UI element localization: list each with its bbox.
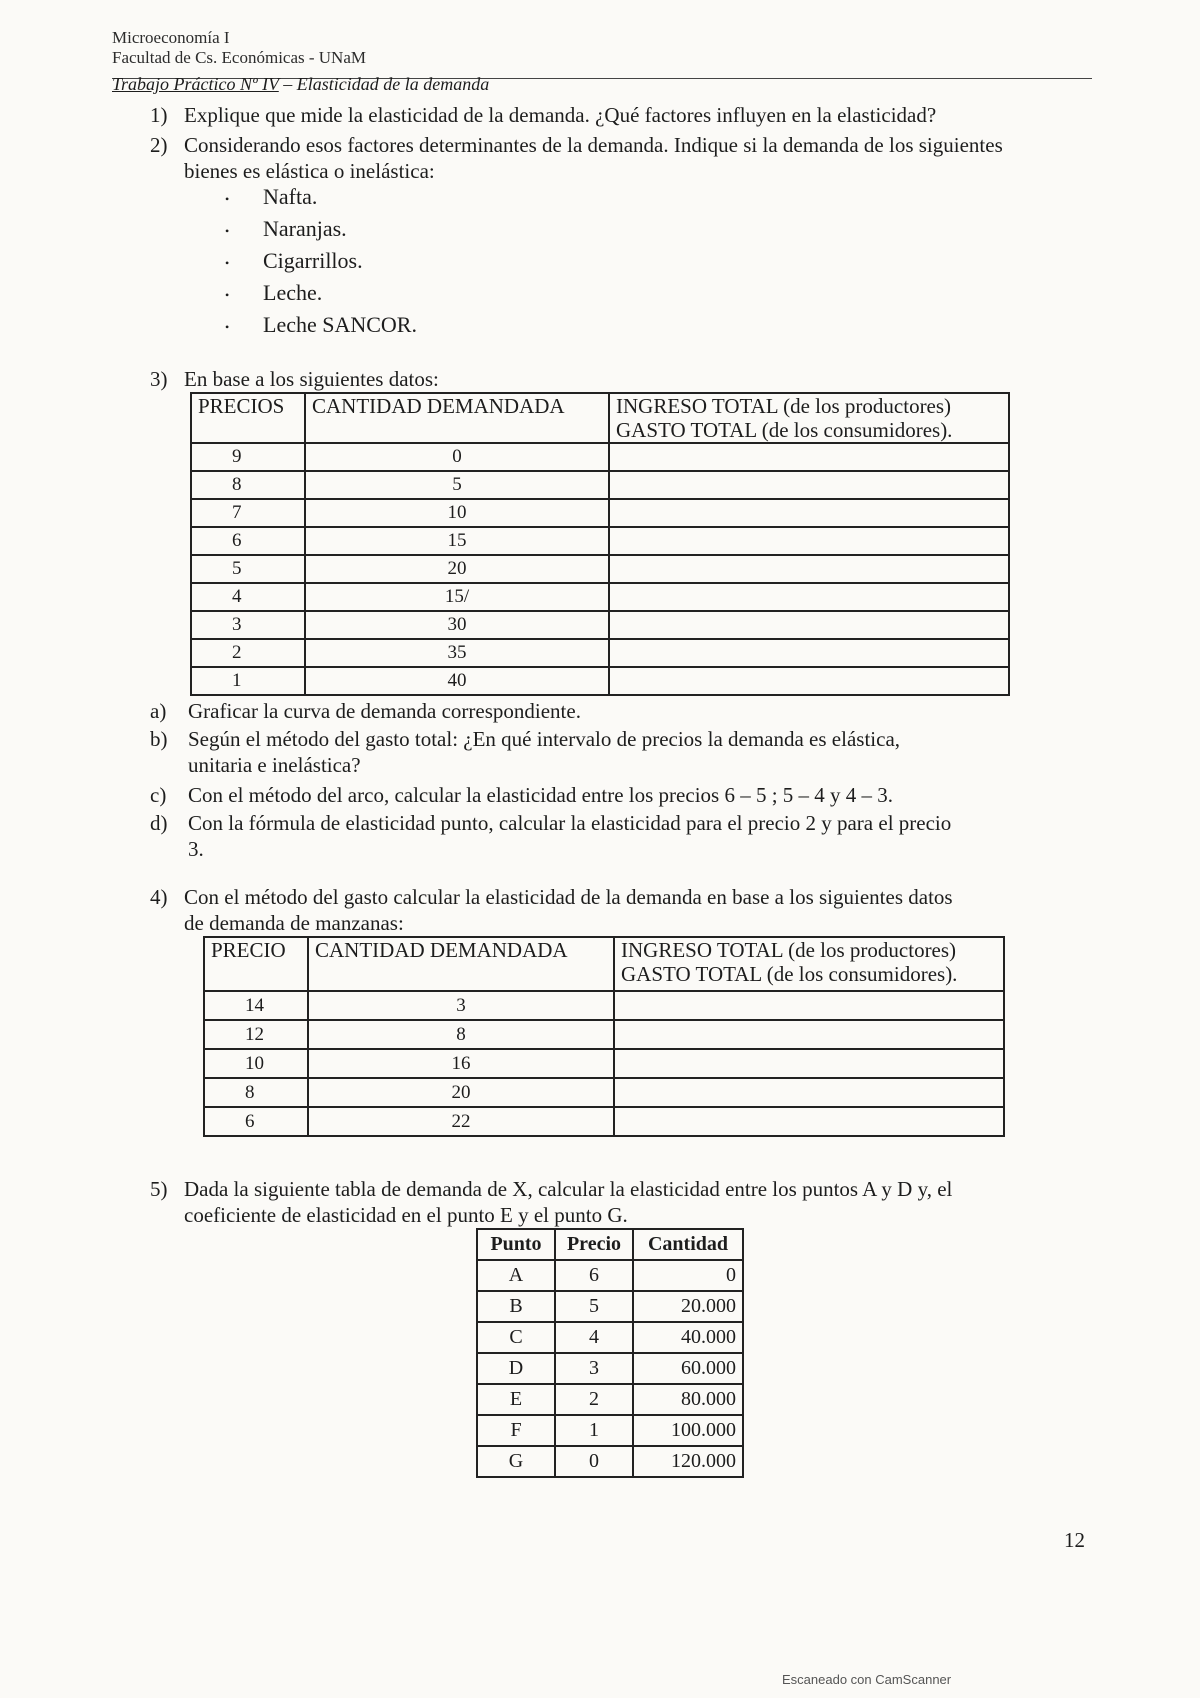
- column-header-quantity: CANTIDAD DEMANDADA: [308, 937, 614, 991]
- question-text-continued: bienes es elástica o inelástica:: [184, 159, 435, 183]
- blank-answer-cell[interactable]: [609, 527, 1009, 555]
- list-item: • Leche.: [225, 278, 417, 310]
- question-text: Considerando esos factores determinantes de la demanda. Indique si la demanda de los siguientes: [184, 133, 1003, 157]
- faculty-name: Facultad de Cs. Económicas - UNaM: [112, 48, 366, 67]
- blank-answer-cell[interactable]: [609, 611, 1009, 639]
- column-header-point: Punto: [477, 1229, 555, 1260]
- blank-answer-cell[interactable]: [609, 443, 1009, 471]
- worksheet-title-suffix: – Elasticidad de la demanda: [283, 74, 490, 94]
- table-row: 8 20: [204, 1078, 1004, 1107]
- course-name: Microeconomía I: [112, 28, 230, 47]
- question-text: Dada la siguiente tabla de demanda de X, calcular la elasticidad entre los puntos A y D y, el: [184, 1177, 953, 1201]
- question-text: En base a los siguientes datos:: [184, 367, 439, 391]
- question-3-sub-c: c) Con el método del arco, calcular la elasticidad entre los precios 6 – 5 ; 5 – 4 y 4 – 3.: [150, 783, 894, 807]
- column-header-quantity: Cantidad: [633, 1229, 743, 1260]
- bullet-icon: •: [225, 191, 230, 206]
- bullet-icon: •: [225, 255, 230, 270]
- question-number: 2): [150, 133, 168, 157]
- question-4: [150, 884, 1110, 936]
- table-row: 4 15/: [191, 583, 1009, 611]
- table-row: 6 22: [204, 1107, 1004, 1136]
- list-item: • Naranjas.: [225, 214, 417, 246]
- bullet-icon: •: [225, 287, 230, 302]
- table-row: E 2 80.000: [477, 1384, 743, 1415]
- column-header-revenue: INGRESO TOTAL (de los productores) GASTO TOTAL (de los consumidores).: [609, 393, 1009, 443]
- list-item: • Cigarrillos.: [225, 246, 417, 278]
- question-3-sub-b: b) Según el método del gasto total: ¿En qué intervalo de precios la demanda es elástica, unitaria e inelástica?: [150, 727, 901, 777]
- column-header-price: PRECIOS: [191, 393, 305, 443]
- demand-table-q3: [190, 392, 1010, 696]
- question-number: 4): [150, 885, 168, 909]
- blank-answer-cell[interactable]: [609, 639, 1009, 667]
- table-row: F 1 100.000: [477, 1415, 743, 1446]
- table-row: 14 3: [204, 991, 1004, 1020]
- bullet-icon: •: [225, 319, 230, 334]
- blank-answer-cell[interactable]: [614, 1020, 1004, 1049]
- question-1: [150, 102, 1110, 128]
- blank-answer-cell[interactable]: [614, 1049, 1004, 1078]
- demand-table-q4: [203, 936, 1005, 1137]
- table-row: C 4 40.000: [477, 1322, 743, 1353]
- bullet-icon: •: [225, 223, 230, 238]
- worksheet-title: [112, 74, 489, 95]
- question-number: 1): [150, 103, 168, 127]
- blank-answer-cell[interactable]: [609, 667, 1009, 695]
- column-header-price: PRECIO: [204, 937, 308, 991]
- table-row: 7 10: [191, 499, 1009, 527]
- question-3-sub-a: a) Graficar la curva de demanda correspondiente.: [150, 699, 581, 723]
- table-row: 10 16: [204, 1049, 1004, 1078]
- blank-answer-cell[interactable]: [609, 471, 1009, 499]
- column-header-price: Precio: [555, 1229, 633, 1260]
- table-row: 12 8: [204, 1020, 1004, 1049]
- question-3: [150, 366, 439, 392]
- question-number: 3): [150, 367, 168, 391]
- table-row: 3 30: [191, 611, 1009, 639]
- table-row: 8 5: [191, 471, 1009, 499]
- question-text-continued: de demanda de manzanas:: [184, 911, 404, 935]
- blank-answer-cell[interactable]: [614, 1078, 1004, 1107]
- question-3-sub-d: d) Con la fórmula de elasticidad punto, calcular la elasticidad para el precio 2 y para el precio 3.: [150, 811, 952, 861]
- table-row: B 5 20.000: [477, 1291, 743, 1322]
- table-row: A 6 0: [477, 1260, 743, 1291]
- blank-answer-cell[interactable]: [609, 583, 1009, 611]
- question-2: [150, 132, 1110, 184]
- scanner-watermark: Escaneado con CamScanner: [782, 1672, 952, 1687]
- question-text-continued: coeficiente de elasticidad en el punto E y el punto G.: [184, 1203, 628, 1227]
- blank-answer-cell[interactable]: [614, 991, 1004, 1020]
- table-row: 5 20: [191, 555, 1009, 583]
- question-number: 5): [150, 1177, 168, 1201]
- worksheet-title-prefix: Trabajo Práctico Nº IV: [112, 74, 279, 94]
- table-row: D 3 60.000: [477, 1353, 743, 1384]
- column-header-quantity: CANTIDAD DEMANDADA: [305, 393, 609, 443]
- table-row: 9 0: [191, 443, 1009, 471]
- blank-answer-cell[interactable]: [609, 499, 1009, 527]
- list-item: • Leche SANCOR.: [225, 310, 417, 342]
- question-5: [150, 1176, 1110, 1228]
- question-text: Con el método del gasto calcular la elasticidad de la demanda en base a los siguientes datos: [184, 885, 953, 909]
- page-number: 12: [1064, 1528, 1085, 1552]
- table-row: G 0 120.000: [477, 1446, 743, 1477]
- demand-table-q5: [476, 1228, 744, 1478]
- list-item: • Nafta.: [225, 182, 417, 214]
- blank-answer-cell[interactable]: [614, 1107, 1004, 1136]
- table-row: 1 40: [191, 667, 1009, 695]
- column-header-revenue: INGRESO TOTAL (de los productores) GASTO TOTAL (de los consumidores).: [614, 937, 1004, 991]
- question-text: Explique que mide la elasticidad de la demanda. ¿Qué factores influyen en la elasticidad?: [184, 103, 937, 127]
- blank-answer-cell[interactable]: [609, 555, 1009, 583]
- table-row: 2 35: [191, 639, 1009, 667]
- table-row: 6 15: [191, 527, 1009, 555]
- goods-list: [225, 182, 417, 342]
